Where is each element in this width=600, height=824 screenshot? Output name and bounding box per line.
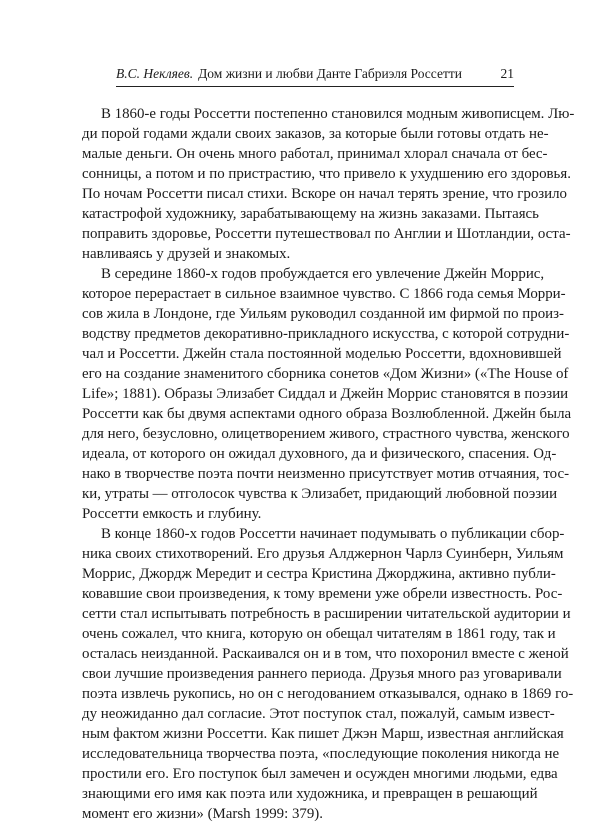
text-line: водству предметов декоративно-прикладного искусства, с которой сотрудни-	[82, 326, 570, 342]
text-line: для него, безусловно, олицетворением живого, страстного чувства, женского	[82, 426, 570, 442]
running-head	[116, 64, 514, 87]
running-head-title: Дом жизни и любви Данте Габриэля Россетти	[198, 66, 462, 81]
text-line: чал и Россетти. Джейн стала постоянной моделью Россетти, вдохновившей	[82, 346, 562, 362]
paragraph	[82, 264, 572, 524]
text-line: знающими его имя как поэта или художника, и превращен в решающий	[82, 786, 538, 802]
text-line: поправить здоровье, Россетти путешествовал по Англии и Шотландии, оста-	[82, 226, 571, 242]
text-line: идеала, от которого он ожидал духовного, да и физического, спасения. Од-	[82, 446, 557, 462]
text-line: Life»; 1881). Образы Элизабет Сиддал и Джейн Моррис становятся в поэзии	[82, 386, 569, 402]
text-line: В 1860-е годы Россетти постепенно становился модным живописцем. Лю-	[101, 106, 575, 122]
text-line: которое перерастает в сильное взаимное чувство. С 1866 года семья Морри-	[82, 286, 566, 302]
text-line: В середине 1860-х годов пробуждается его увлечение Джейн Моррис,	[101, 266, 545, 282]
text-line: малые деньги. Он очень много работал, принимал хлорал сначала от бес-	[82, 146, 548, 162]
text-line: ди порой годами ждали своих заказов, за которые были готовы отдать не-	[82, 126, 549, 142]
text-line: поэта извлечь рукопись, но он с негодованием отказывался, однако в 1869 го-	[82, 686, 574, 702]
text-line: сетти стал испытывать потребность в расширении читательской аудитории и	[82, 606, 571, 622]
text-line: сонницы, а потом и по пристрастию, что привело к ухудшению его здоровья.	[82, 166, 571, 182]
text-line: исследовательница творчества поэта, «последующие поколения никогда не	[82, 746, 560, 762]
text-line: навливаясь у друзей и знакомых.	[82, 246, 291, 262]
text-line: ковавшие свои произведения, к тому времени уже обрели известность. Рос-	[82, 586, 563, 602]
text-line: По ночам Россетти писал стихи. Вскоре он начал терять зрение, что грозило	[82, 186, 567, 202]
paragraph	[82, 524, 574, 824]
text-line: сов жила в Лондоне, где Уильям руководил созданной им фирмой по произ-	[82, 306, 564, 322]
text-line: Россетти емкость и глубину.	[82, 506, 262, 522]
text-line: В конце 1860-х годов Россетти начинает подумывать о публикации сбор-	[101, 526, 565, 542]
text-line: очень сожалел, что книга, которую он обещал читателям в 1861 году, так и	[82, 626, 556, 642]
text-line: Россетти как бы двумя аспектами одного образа Возлюбленной. Джейн была	[82, 406, 572, 422]
text-line: Моррис, Джордж Мередит и сестра Кристина Джорджина, активно публи-	[82, 566, 556, 582]
paragraph	[82, 104, 575, 264]
page-number: 21	[500, 66, 514, 81]
text-line: катастрофой художнику, зарабатывающему на жизнь заказами. Пытаясь	[82, 206, 539, 222]
text-line: ду неожиданно дал согласие. Этот поступок стал, пожалуй, самым извест-	[82, 706, 555, 722]
text-line: ника своих стихотворений. Его друзья Алджернон Чарлз Суинберн, Уильям	[82, 546, 564, 562]
text-line: нако в творчестве поэта почти неизменно присутствует мотив отчаяния, тос-	[82, 466, 570, 482]
text-line: ным фактом жизни Россетти. Как пишет Джэн Марш, известная английская	[82, 726, 564, 742]
text-line: свои лучшие произведения раннего периода. Друзья много раз уговаривали	[82, 666, 562, 682]
running-head-author: В.С. Некляев.	[116, 66, 194, 81]
text-line: простили его. Его поступок был замечен и осужден многими людьми, едва	[82, 766, 558, 782]
body-text	[82, 104, 575, 824]
text-line: осталась неизданной. Раскаивался он и в том, что похоронил вместе с женой	[82, 646, 569, 662]
text-line: его на создание знаменитого сборника сонетов «Дом Жизни» («The House of	[82, 366, 569, 382]
text-line: момент его жизни» (Marsh 1999: 379).	[82, 806, 323, 822]
text-line: ки, утраты — отголосок чувства к Элизабет, придающий любовной поэзии	[82, 486, 558, 502]
